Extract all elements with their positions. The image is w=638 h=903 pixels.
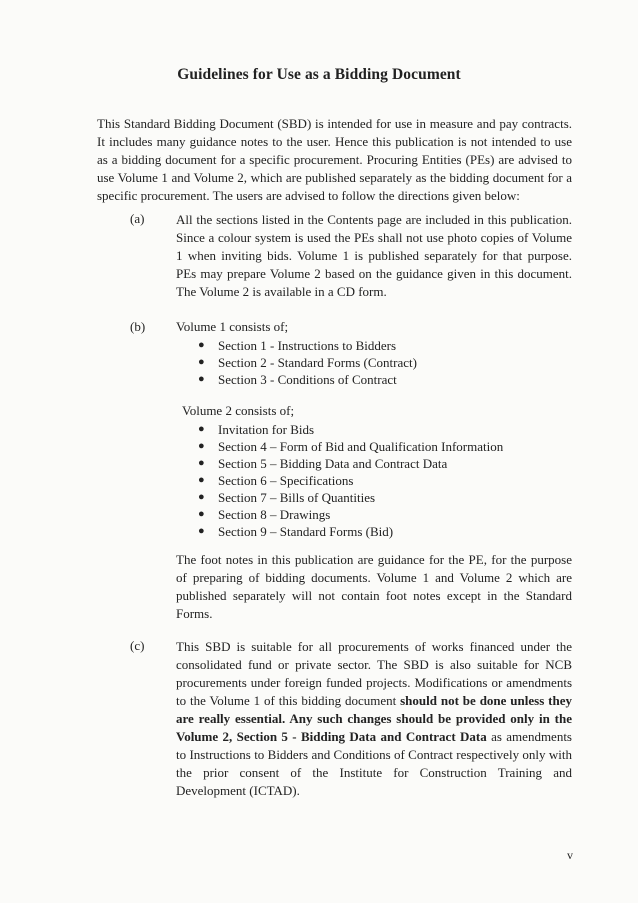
intro-paragraph: This Standard Bidding Document (SBD) is intended for use in measure and pay contracts. It includes many guidance notes to the user. Hence this publication is not intended to use as a bidding document for a specific procurement. Procuring Entities (PEs) are advised to use Volume 1 and Volume 2, which are published separately as the bidding document for a specific procurement. The users are advised to follow the directions given below: <box>97 116 572 203</box>
item-b-label: (b) <box>130 319 146 334</box>
page-title: Guidelines for Use as a Bidding Document <box>177 66 461 83</box>
list-item: ● Section 2 - Standard Forms (Contract) <box>198 355 417 370</box>
item-c-paragraph: This SBD is suitable for all procurements of works financed under the consolidated fund or private sector. The SBD is also suitable for NCB procurements under foreign funded projects. Modifications or amendments to the Volume 1 of this bidding document should not be done unless they are really essential. Any such changes should be provided only in the Volume 2, Section 5 - Bidding Data and Contract Data as amendments to Instructions to Bidders and Conditions of Contract respectively only with the prior consent of the Institute for Construction Training and Development (ICTAD). <box>176 639 572 798</box>
bullet-icon: ● <box>198 474 205 486</box>
volume2-heading: Volume 2 consists of; <box>182 403 295 418</box>
bullet-icon: ● <box>198 457 205 469</box>
item-a-paragraph: All the sections listed in the Contents page are included in this publication. Since a colour system is used the PEs shall not use photo copies of Volume 1 when inviting bids. Volume 1 is published separately for that purpose. PEs may prepare Volume 2 based on the guidance given in this document. The Volume 2 is available in a CD form. <box>176 212 572 299</box>
list-item: ● Section 7 – Bills of Quantities <box>198 490 376 505</box>
emphasis-text: should not be done unless they are really essential. Any such changes should be provided only in the Volume 2, Section 5 - Bidding Data and Contract Data <box>176 693 572 744</box>
list-item: ● Section 9 – Standard Forms (Bid) <box>198 524 394 539</box>
volume2-list <box>196 421 503 540</box>
bullet-icon: ● <box>198 491 205 503</box>
item-a-label: (a) <box>130 211 145 226</box>
bullet-icon: ● <box>198 525 205 537</box>
bullet-icon: ● <box>198 339 205 351</box>
list-item: ● Section 3 - Conditions of Contract <box>198 372 397 387</box>
page-number: v <box>567 848 573 862</box>
list-item: ● Section 1 - Instructions to Bidders <box>198 338 397 353</box>
bullet-icon: ● <box>198 508 205 520</box>
bullet-icon: ● <box>198 373 205 385</box>
bullet-icon: ● <box>198 423 205 435</box>
list-item: ● Section 5 – Bidding Data and Contract Data <box>198 456 448 471</box>
list-item: ● Section 8 – Drawings <box>198 507 331 522</box>
item-c-label: (c) <box>130 638 145 653</box>
list-item: ● Invitation for Bids <box>198 422 315 437</box>
footnote-paragraph: The foot notes in this publication are guidance for the PE, for the purpose of preparing of bidding documents. Volume 1 and Volume 2 which are published separately will not contain foot notes except in the Standard Forms. <box>176 552 572 621</box>
volume1-heading: Volume 1 consists of; <box>176 319 289 334</box>
volume1-list <box>196 337 417 388</box>
list-item: ● Section 4 – Form of Bid and Qualification Information <box>198 439 504 454</box>
bullet-icon: ● <box>198 440 205 452</box>
list-item: ● Section 6 – Specifications <box>198 473 354 488</box>
bullet-icon: ● <box>198 356 205 368</box>
